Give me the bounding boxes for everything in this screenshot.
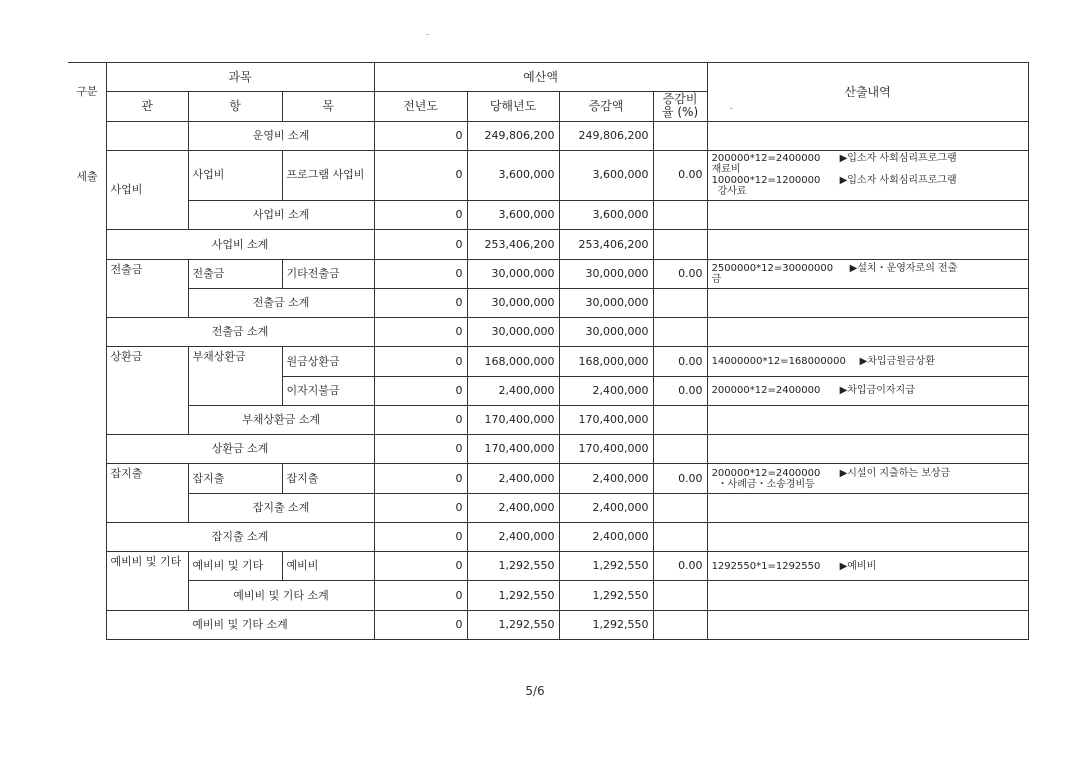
hang-cell: 부채상환금 [188,347,282,406]
table-row [68,522,1028,551]
gwan-cell: 상환금 [106,347,188,435]
subtotal-label: 사업비 소계 [188,201,374,230]
rate-cell [653,522,707,551]
rate-cell [653,230,707,259]
prev-year-cell: 0 [374,493,467,522]
header-change-rate: 증감비율 (%) [653,92,707,121]
curr-year-cell: 168,000,000 [467,347,559,376]
change-cell: 1,292,550 [559,610,653,639]
page-number: 5/6 [525,684,545,698]
subtotal-label: 운영비 소계 [188,121,374,150]
calc-cell [707,435,1028,464]
prev-year-cell: 0 [374,318,467,347]
calc-cell [707,376,1028,405]
change-cell: 3,600,000 [559,150,653,200]
prev-year-cell: 0 [374,435,467,464]
subtotal-label: 전출금 소계 [106,318,374,347]
table-row [68,405,1028,434]
calc-formula: 1292550*1=1292550 [711,560,821,572]
change-cell: 2,400,000 [559,376,653,405]
change-cell: 249,806,200 [559,121,653,150]
header-hang: 항 [188,92,282,121]
mok-cell: 프로그램 사업비 [282,150,374,200]
calc-description: ▶차입금원금상환 [859,356,935,368]
gwan-cell: 예비비 및 기타 [106,552,188,611]
table-row [68,150,1028,200]
change-cell: 30,000,000 [559,259,653,288]
mok-cell: 원금상환금 [282,347,374,376]
hang-cell: 사업비 [188,150,282,200]
table-row [68,230,1028,259]
curr-year-cell: 170,400,000 [467,435,559,464]
header-row-1 [68,63,1028,92]
calc-cell [707,522,1028,551]
hang-cell: 예비비 및 기타 [188,552,282,581]
prev-year-cell: 0 [374,376,467,405]
change-cell: 2,400,000 [559,522,653,551]
table-row [68,493,1028,522]
calc-description: ▶입소자 사회심리프로그램 [839,153,957,165]
calc-description: ▶설치・운영자로의 전출 [849,262,958,274]
calc-cell [707,259,1028,288]
prev-year-cell: 0 [374,150,467,200]
budget-table [68,62,1029,640]
prev-year-cell: 0 [374,347,467,376]
prev-year-cell: 0 [374,230,467,259]
prev-year-cell: 0 [374,581,467,610]
calc-cell [707,610,1028,639]
change-cell: 30,000,000 [559,288,653,317]
prev-year-cell: 0 [374,288,467,317]
change-cell: 170,400,000 [559,405,653,434]
calc-continuation: 강사료 [717,186,747,198]
gubun-spacer [68,201,106,640]
subtotal-label: 전출금 소계 [188,288,374,317]
calc-cell [707,493,1028,522]
calc-continuation: 재료비 [711,164,741,176]
gwan-cell: 전출금 [106,259,188,318]
mok-cell: 기타전출금 [282,259,374,288]
rate-cell: 0.00 [653,464,707,493]
calc-description: ▶차입금이자지급 [839,385,915,397]
calc-cell [707,150,1028,200]
gwan-cell [106,121,188,150]
calc-cell [707,552,1028,581]
header-gwamok: 과목 [106,63,374,92]
calc-cell [707,230,1028,259]
rate-cell [653,318,707,347]
gwan-cell: 잡지출 [106,464,188,523]
table-row [68,610,1028,639]
header-gubun: 구분 [68,63,106,122]
table-row [68,347,1028,376]
curr-year-cell: 30,000,000 [467,288,559,317]
calc-cell [707,201,1028,230]
calc-description: ▶입소자 사회심리프로그램 [839,175,957,187]
table-row [68,435,1028,464]
calc-continuation: 금 [711,273,722,285]
curr-year-cell: 253,406,200 [467,230,559,259]
curr-year-cell: 249,806,200 [467,121,559,150]
prev-year-cell: 0 [374,552,467,581]
hang-cell: 잡지출 [188,464,282,493]
rate-cell [653,121,707,150]
rate-cell: 0.00 [653,347,707,376]
rate-cell: 0.00 [653,376,707,405]
change-cell: 168,000,000 [559,347,653,376]
rate-cell: 0.00 [653,150,707,200]
header-prev-year: 전년도 [374,92,467,121]
change-cell: 1,292,550 [559,552,653,581]
gubun-spacer [68,121,106,201]
header-curr-year: 당해년도 [467,92,559,121]
rate-cell [653,581,707,610]
calc-formula: 14000000*12=168000000 [711,356,846,368]
table-row [68,201,1028,230]
section-label: 세출 [76,170,98,183]
calc-cell [707,464,1028,493]
rate-cell [653,405,707,434]
rate-cell [653,201,707,230]
change-cell: 3,600,000 [559,201,653,230]
curr-year-cell: 2,400,000 [467,376,559,405]
prev-year-cell: 0 [374,610,467,639]
change-cell: 170,400,000 [559,435,653,464]
table-row [68,259,1028,288]
curr-year-cell: 3,600,000 [467,150,559,200]
calc-cell [707,347,1028,376]
table-row [68,464,1028,493]
prev-year-cell: 0 [374,201,467,230]
change-cell: 253,406,200 [559,230,653,259]
subtotal-label: 잡지출 소계 [106,522,374,551]
prev-year-cell: 0 [374,121,467,150]
curr-year-cell: 30,000,000 [467,259,559,288]
curr-year-cell: 1,292,550 [467,610,559,639]
rate-cell [653,435,707,464]
header-change: 증감액 [559,92,653,121]
curr-year-cell: 30,000,000 [467,318,559,347]
calc-formula: 2500000*12=30000000 [711,262,834,274]
table-row [68,288,1028,317]
calc-cell [707,581,1028,610]
mok-cell: 잡지출 [282,464,374,493]
curr-year-cell: 1,292,550 [467,581,559,610]
calc-formula: 100000*12=1200000 [711,175,821,187]
calc-cell [707,121,1028,150]
mok-cell: 예비비 [282,552,374,581]
gwan-cell: 사업비 [106,150,188,230]
scan-speck [426,34,429,35]
prev-year-cell: 0 [374,522,467,551]
change-cell: 30,000,000 [559,318,653,347]
subtotal-label: 잡지출 소계 [188,493,374,522]
calc-description: ▶예비비 [839,560,877,572]
prev-year-cell: 0 [374,259,467,288]
prev-year-cell: 0 [374,405,467,434]
calc-continuation: ・사례금・소송경비등 [717,478,815,490]
calc-cell [707,405,1028,434]
rate-cell [653,288,707,317]
rate-cell [653,493,707,522]
calc-cell [707,288,1028,317]
curr-year-cell: 2,400,000 [467,464,559,493]
curr-year-cell: 3,600,000 [467,201,559,230]
change-cell: 1,292,550 [559,581,653,610]
hang-cell: 전출금 [188,259,282,288]
curr-year-cell: 1,292,550 [467,552,559,581]
subtotal-label: 사업비 소계 [106,230,374,259]
curr-year-cell: 170,400,000 [467,405,559,434]
subtotal-label: 예비비 및 기타 소계 [188,581,374,610]
rate-cell: 0.00 [653,259,707,288]
table-row [68,318,1028,347]
change-cell: 2,400,000 [559,464,653,493]
header-mok: 목 [282,92,374,121]
calc-formula: 200000*12=2400000 [711,467,821,479]
rate-cell: 0.00 [653,552,707,581]
header-calc-detail: 산출내역 [707,63,1028,122]
prev-year-cell: 0 [374,464,467,493]
curr-year-cell: 2,400,000 [467,493,559,522]
table-row [68,581,1028,610]
calc-formula: 200000*12=2400000 [711,153,821,165]
table-row [68,552,1028,581]
calc-description: ▶시설이 지출하는 보상금 [839,467,951,479]
calc-formula: 200000*12=2400000 [711,385,821,397]
mok-cell: 이자지불금 [282,376,374,405]
rate-cell [653,610,707,639]
calc-cell [707,318,1028,347]
subtotal-label: 상환금 소계 [106,435,374,464]
curr-year-cell: 2,400,000 [467,522,559,551]
header-gwan: 관 [106,92,188,121]
subtotal-label: 예비비 및 기타 소계 [106,610,374,639]
subtotal-label: 부채상환금 소계 [188,405,374,434]
change-cell: 2,400,000 [559,493,653,522]
table-row [68,121,1028,150]
header-budget: 예산액 [374,63,707,92]
